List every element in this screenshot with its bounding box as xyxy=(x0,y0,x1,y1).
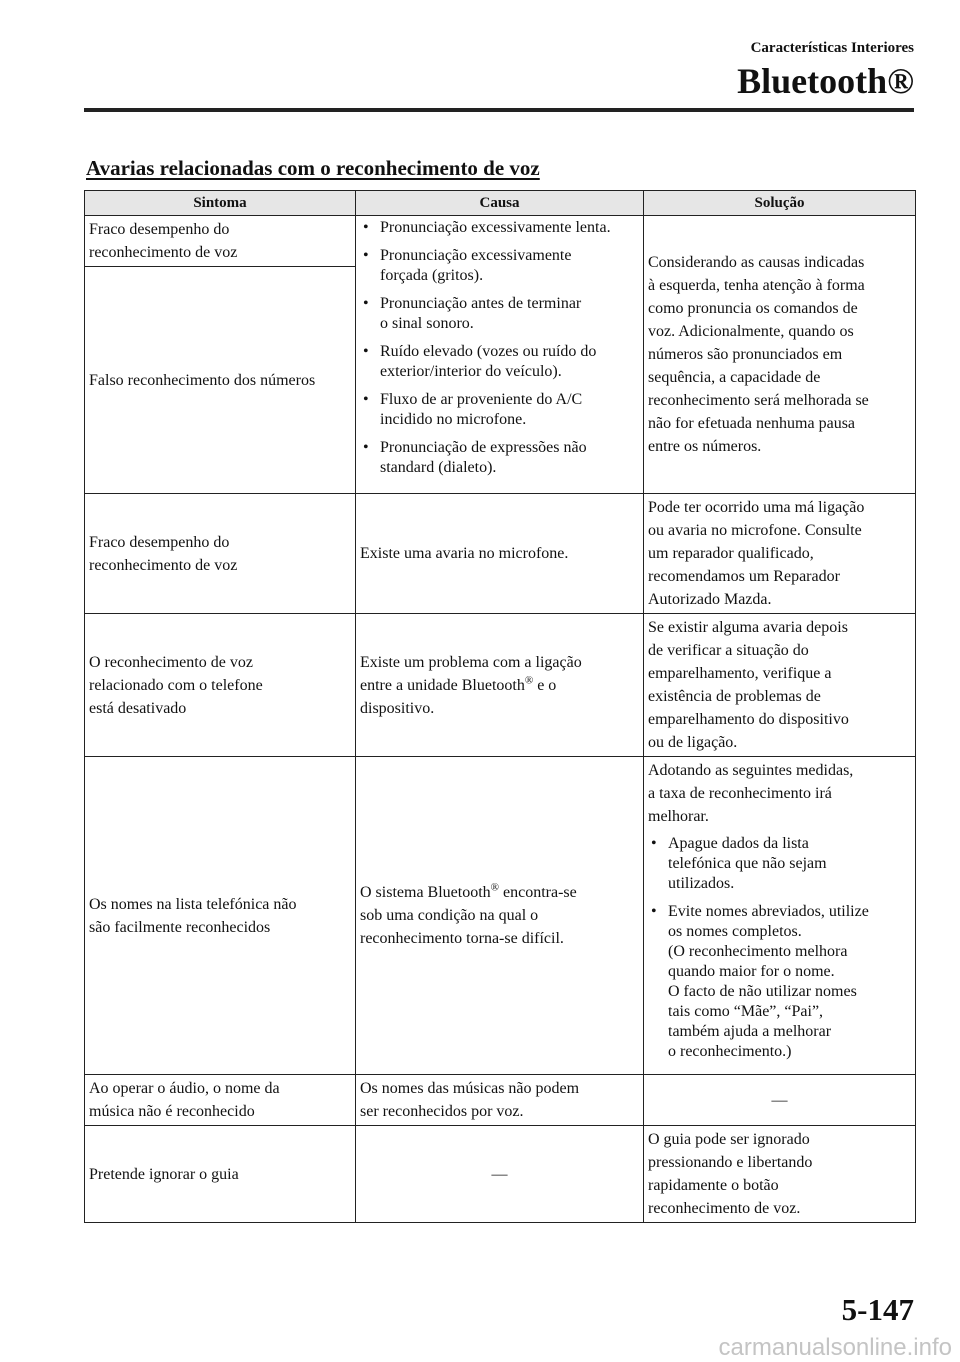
cause-cell xyxy=(356,216,644,494)
symptom-cell: O reconhecimento de voz relacionado com o telefone está desativado xyxy=(85,614,356,757)
cause-cell xyxy=(356,757,644,1075)
list-item: • Pronunciação excessivamente forçada (gritos). xyxy=(360,246,639,286)
troubleshooting-table xyxy=(84,190,916,1223)
section-title: Avarias relacionadas com o reconhecimento de voz xyxy=(86,156,540,180)
column-header-cause: Causa xyxy=(356,191,644,216)
list-item: • Pronunciação antes de terminar o sinal sonoro. xyxy=(360,294,639,334)
cause-text: O sistema Bluetooth xyxy=(360,884,491,901)
header-chapter: Bluetooth® xyxy=(737,61,914,101)
cause-text: encontra-se sob uma condição na qual o reconhecimento torna-se difícil. xyxy=(360,884,577,947)
watermark: carmanualsonline.info xyxy=(718,1334,952,1361)
column-header-solution: Solução xyxy=(644,191,916,216)
table-row xyxy=(85,1075,916,1126)
symptom-cell: Pretende ignorar o guia xyxy=(85,1126,356,1223)
table-row xyxy=(85,614,916,757)
cause-text: Existe um problema com a ligação entre a unidade Bluetooth xyxy=(360,653,582,694)
solution-cell: O guia pode ser ignorado pressionando e libertando rapidamente o botão reconhecimento de voz. xyxy=(644,1126,916,1223)
column-header-symptom: Sintoma xyxy=(85,191,356,216)
solution-cell xyxy=(644,757,916,1075)
list-item: • Fluxo de ar proveniente do A/C incidido no microfone. xyxy=(360,390,639,430)
solution-cell: Se existir alguma avaria depois de verificar a situação do emparelhamento, verifique a existência de problemas de emparelhamento do dispositivo ou de ligação. xyxy=(644,614,916,757)
list-item: • Pronunciação de expressões não standard (dialeto). xyxy=(360,438,639,478)
solution-list xyxy=(648,834,911,1062)
solution-cell: Pode ter ocorrido uma má ligação ou avaria no microfone. Consulte um reparador qualificado, recomendamos um Reparador Autorizado Mazda. xyxy=(644,494,916,614)
page-number: 5-147 xyxy=(841,1292,914,1327)
solution-cell: — xyxy=(644,1075,916,1126)
cause-cell xyxy=(356,614,644,757)
symptom-cell: Fraco desempenho do reconhecimento de voz xyxy=(85,494,356,614)
header-rule xyxy=(84,108,914,112)
symptom-cell: Os nomes na lista telefónica não são facilmente reconhecidos xyxy=(85,757,356,1075)
cause-cell: Existe uma avaria no microfone. xyxy=(356,494,644,614)
header-section: Características Interiores xyxy=(750,40,914,56)
solution-intro: Adotando as seguintes medidas, a taxa de reconhecimento irá melhorar. xyxy=(648,762,854,825)
symptom-cell: Falso reconhecimento dos números xyxy=(85,267,356,494)
table-header-row xyxy=(85,191,916,216)
cause-list xyxy=(360,218,639,478)
table-row xyxy=(85,494,916,614)
list-item: • Apague dados da lista telefónica que não sejam utilizados. xyxy=(648,834,911,894)
list-item: • Evite nomes abreviados, utilize os nomes completos. (O reconhecimento melhora quando maior for o nome. O facto de não utilizar nomes tais como “Mãe”, “Pai”, também ajuda a melhorar o reconhecimento.) xyxy=(648,902,911,1062)
solution-cell: Considerando as causas indicadas à esquerda, tenha atenção à forma como pronuncia os comandos de voz. Adicionalmente, quando os números são pronunciados em sequência, a capacidade de reconhecimento será melhorada se não for efetuada nenhuma pausa entre os números. xyxy=(644,216,916,494)
registered-mark: ® xyxy=(524,674,534,687)
table-row xyxy=(85,1126,916,1223)
table-row xyxy=(85,216,916,267)
cause-text: e o dispositivo. xyxy=(360,676,557,717)
registered-mark: ® xyxy=(490,881,500,894)
table-row xyxy=(85,757,916,1075)
list-item: • Pronunciação excessivamente lenta. xyxy=(360,218,639,238)
list-item: • Ruído elevado (vozes ou ruído do exterior/interior do veículo). xyxy=(360,342,639,382)
symptom-cell: Fraco desempenho do reconhecimento de voz xyxy=(85,216,356,267)
symptom-cell: Ao operar o áudio, o nome da música não é reconhecido xyxy=(85,1075,356,1126)
cause-cell: — xyxy=(356,1126,644,1223)
cause-cell: Os nomes das músicas não podem ser reconhecidos por voz. xyxy=(356,1075,644,1126)
